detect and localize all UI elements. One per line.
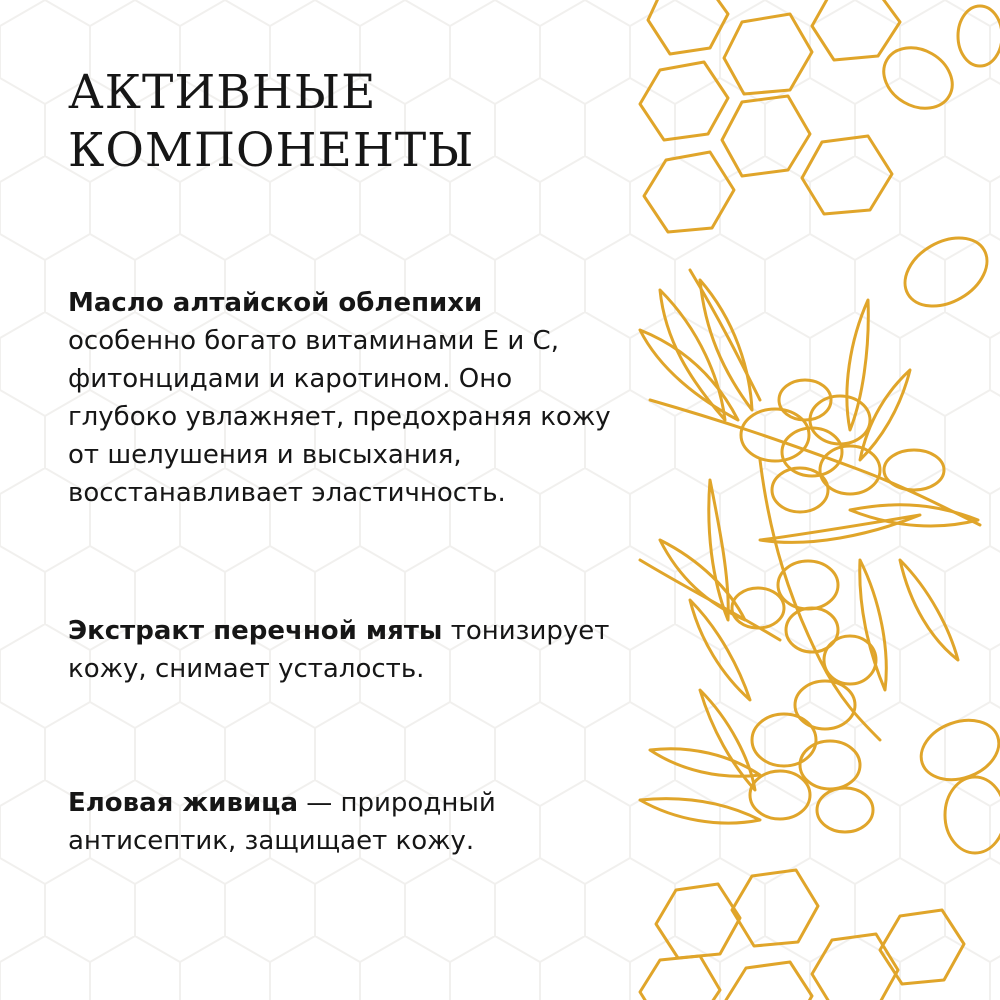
ingredient-line: глубоко увлажняет, предохраняя кожу (68, 402, 611, 432)
ingredient-separator: тонизирует (442, 616, 610, 646)
title-line-1: АКТИВНЫЕ (68, 65, 377, 120)
honeycomb-icon-top (640, 0, 900, 232)
title-line-2: КОМПОНЕНТЫ (68, 123, 475, 178)
ingredient-sea-buckthorn (68, 284, 628, 512)
page-title (68, 64, 474, 180)
berry-icon-top (873, 6, 1000, 320)
sea-buckthorn-illustration (620, 0, 1000, 1000)
honeycomb-icon-bottom (640, 870, 964, 1000)
ingredient-line: восстанавливает эластичность. (68, 478, 506, 508)
ingredient-peppermint (68, 612, 628, 688)
berry-cluster-icon (732, 380, 1000, 853)
ingredient-line: кожу, снимает усталость. (68, 654, 425, 684)
ingredient-line: особенно богато витаминами Е и С, (68, 326, 559, 356)
ingredient-spruce-resin (68, 784, 628, 860)
ingredient-line: фитонцидами и каротином. Оно (68, 364, 513, 394)
ingredient-line: от шелушения и высыхания, (68, 440, 462, 470)
ingredient-separator: — природный (298, 788, 496, 818)
ingredient-name: Масло алтайской облепихи (68, 288, 483, 318)
ingredient-line: антисептик, защищает кожу. (68, 826, 475, 856)
ingredient-name: Еловая живица (68, 788, 298, 818)
ingredient-name: Экстракт перечной мяты (68, 616, 443, 646)
